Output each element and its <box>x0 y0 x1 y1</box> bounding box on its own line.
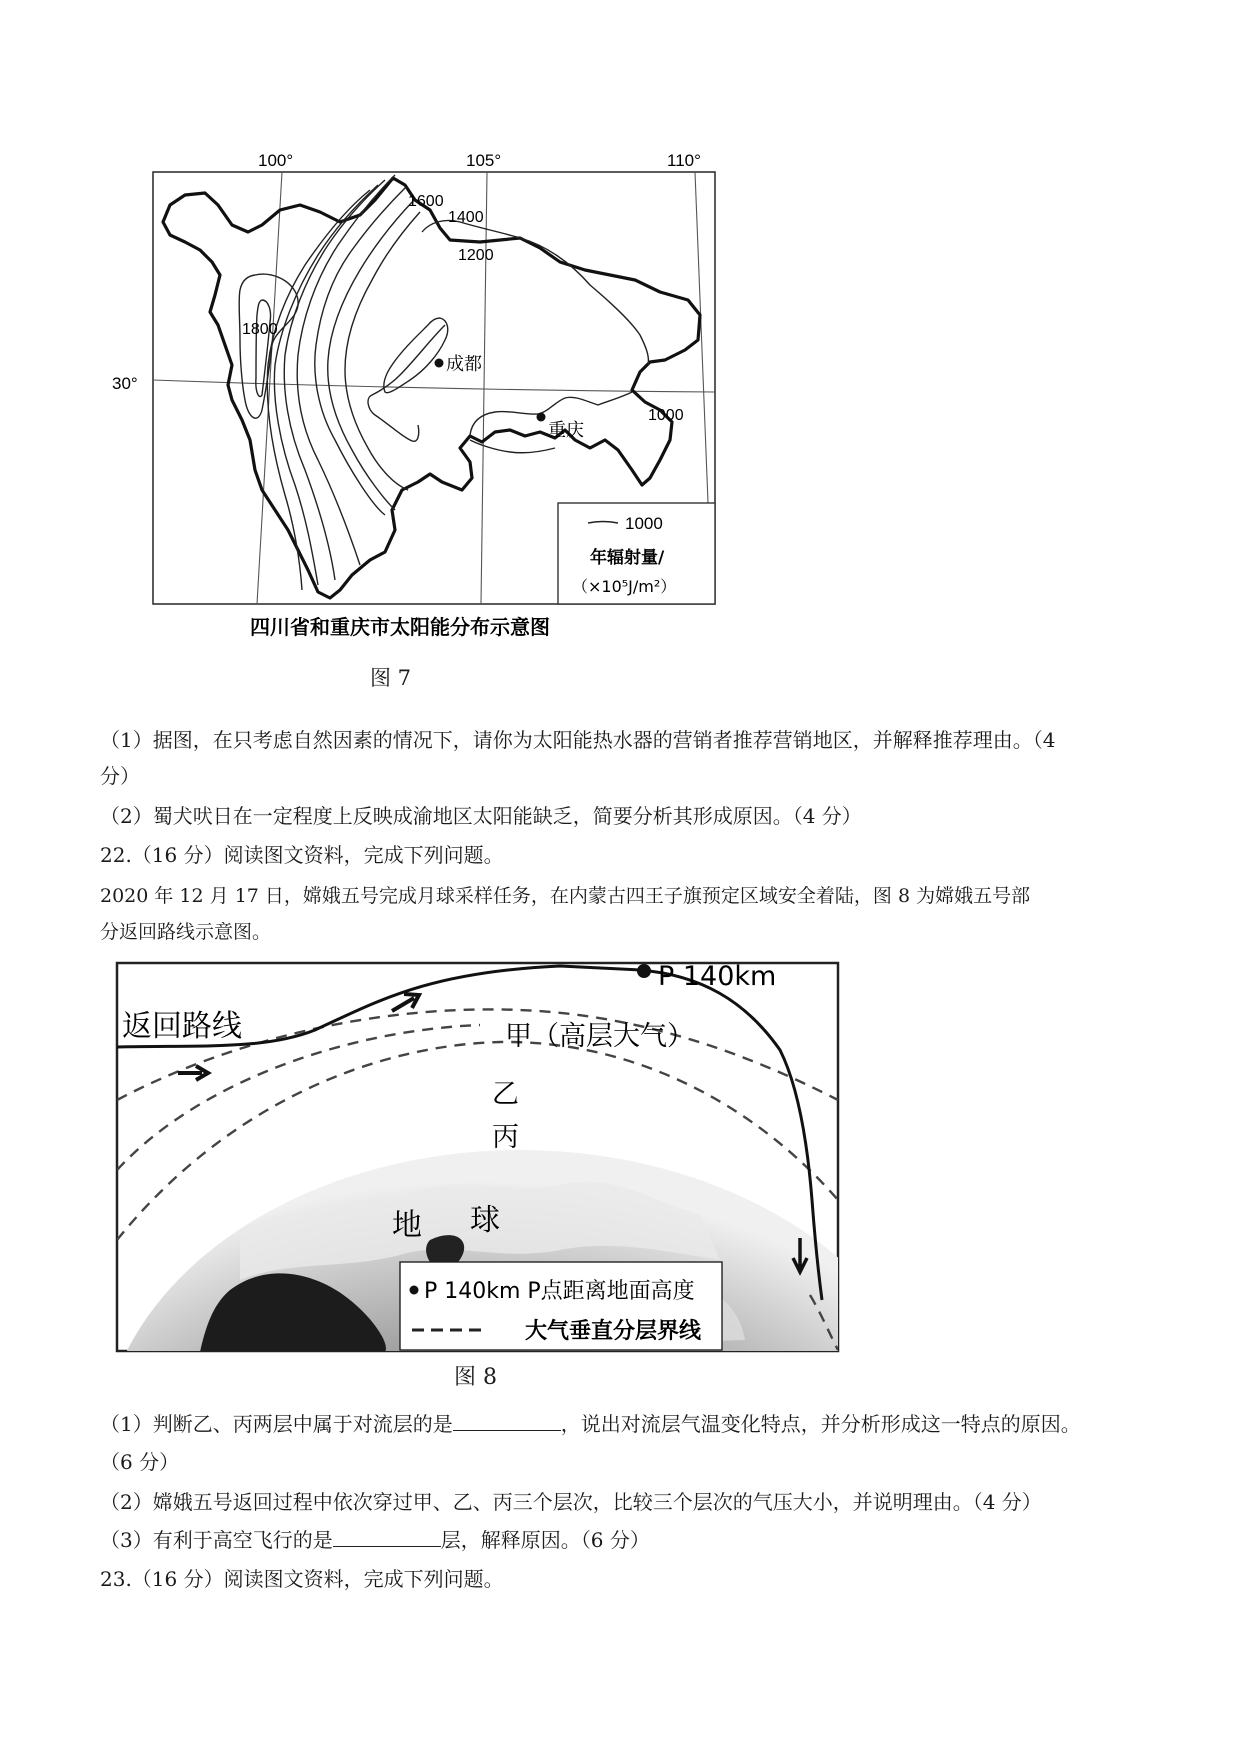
earth-label-qiu: 球 <box>470 1203 500 1238</box>
figure-7-map <box>0 0 1241 640</box>
q21-item1-line2: 分） <box>100 764 140 788</box>
q22-item1-answer-blank[interactable] <box>453 1408 561 1431</box>
figure-8-diagram <box>0 960 1241 1380</box>
return-route-label: 返回路线 <box>122 1009 242 1044</box>
contour-label-1200: 1200 <box>458 247 494 264</box>
chongqing-dot <box>537 413 546 422</box>
chongqing-label: 重庆 <box>548 420 584 441</box>
figure-8-caption: 图 8 <box>454 1365 497 1390</box>
chengdu-label: 成都 <box>446 354 482 375</box>
layer-bing-label: 丙 <box>492 1122 519 1153</box>
layer-jia-label: 甲（高层大气） <box>505 1021 694 1052</box>
q22-item3-suffix: 层，解释原因。（6 分） <box>440 1528 650 1552</box>
legend-dash-text: 大气垂直分层界线 <box>525 1319 702 1344</box>
q22-item2: （2）嫦娥五号返回过程中依次穿过甲、乙、丙三个层次，比较三个层次的气压大小，并说明理由。（4 分） <box>100 1490 1042 1514</box>
legend-dot <box>410 1286 419 1295</box>
q22-intro-line1: 2020 年 12 月 17 日，嫦娥五号完成月球采样任务，在内蒙古四王子旗预定区域安全着陆，图 8 为嫦娥五号部 <box>100 885 1031 907</box>
lon-label-110: 110° <box>667 151 701 170</box>
q22-item1-line2: （6 分） <box>100 1450 180 1474</box>
q23-heading: 23.（16 分）阅读图文资料，完成下列问题。 <box>100 1567 504 1591</box>
point-p-label: P 140km <box>658 961 777 992</box>
legend-unit: （×10⁵J/m²） <box>572 577 677 596</box>
figure-7-caption: 图 7 <box>370 666 412 690</box>
q22-item1-suffix: ，说出对流层气温变化特点，并分析形成这一特点的原因。 <box>560 1412 1081 1436</box>
legend-point-text: P 140km P点距离地面高度 <box>424 1279 695 1304</box>
layer-yi-label: 乙 <box>492 1079 519 1110</box>
q22-item1-line1 <box>100 1406 1081 1442</box>
point-p-dot <box>637 964 651 978</box>
earth-label-di: 地 <box>392 1208 422 1243</box>
q22-heading: 22.（16 分）阅读图文资料，完成下列问题。 <box>100 843 504 867</box>
contour-label-1400: 1400 <box>448 209 484 226</box>
legend-line-value: 1000 <box>625 514 663 533</box>
q21-item1-line1: （1）据图，在只考虑自然因素的情况下，请你为太阳能热水器的营销者推荐营销地区，并解释推荐理由。（4 <box>100 728 1056 752</box>
q22-item3-prefix: （3）有利于高空飞行的是 <box>100 1528 333 1552</box>
contour-label-1600: 1600 <box>408 193 444 210</box>
q21-item2: （2）蜀犬吠日在一定程度上反映成渝地区太阳能缺乏，简要分析其形成原因。（4 分） <box>100 804 862 828</box>
q22-item3-answer-blank[interactable] <box>333 1524 441 1547</box>
chengdu-dot <box>435 359 444 368</box>
map-title: 四川省和重庆市太阳能分布示意图 <box>250 615 550 639</box>
q22-item3 <box>100 1522 650 1558</box>
lon-label-100: 100° <box>258 151 294 170</box>
q22-item1-prefix: （1）判断乙、丙两层中属于对流层的是 <box>100 1412 453 1436</box>
lat-label-30: 30° <box>112 374 138 393</box>
legend-title: 年辐射量/ <box>590 548 665 568</box>
q22-intro-line2: 分返回路线示意图。 <box>100 921 272 943</box>
contour-label-1000: 1000 <box>648 407 684 424</box>
contour-label-1800: 1800 <box>242 321 278 338</box>
lon-label-105: 105° <box>466 151 502 170</box>
